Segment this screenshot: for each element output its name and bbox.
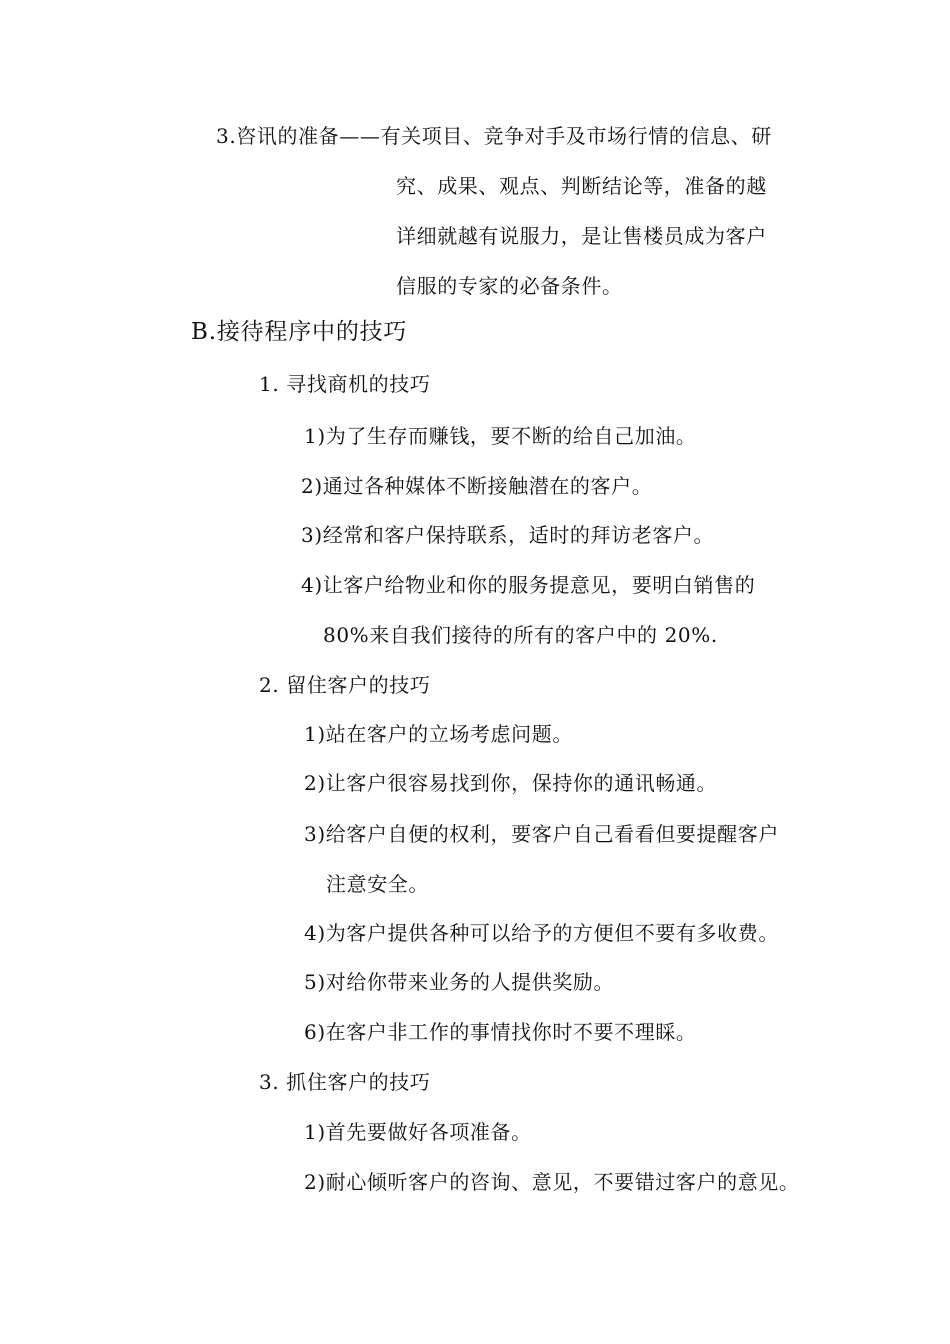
part2-item-1: 1)站在客户的立场考虑问题。 bbox=[304, 722, 573, 746]
item3-line-3: 详细就越有说服力，是让售楼员成为客户 bbox=[396, 224, 767, 248]
item3-line-2: 究、成果、观点、判断结论等，准备的越 bbox=[396, 174, 767, 198]
part3-item-2: 2)耐心倾听客户的咨询、意见，不要错过客户的意见。 bbox=[304, 1170, 800, 1194]
part2-item-3: 3)给客户自便的权利，要客户自己看看但要提醒客户 bbox=[304, 822, 779, 846]
part2-item-4: 4)为客户提供各种可以给予的方便但不要有多收费。 bbox=[304, 921, 779, 945]
item3-line-1: 3.咨讯的准备——有关项目、竞争对手及市场行情的信息、研 bbox=[216, 124, 772, 148]
part2-item-5: 5)对给你带来业务的人提供奖励。 bbox=[304, 970, 615, 994]
part1-item-1: 1)为了生存而赚钱，要不断的给自己加油。 bbox=[304, 424, 697, 448]
part1-heading: 1. 寻找商机的技巧 bbox=[259, 372, 431, 396]
part2-item-3-cont: 注意安全。 bbox=[326, 872, 429, 896]
section-b-heading: B.接待程序中的技巧 bbox=[191, 319, 408, 345]
item3-line-4: 信服的专家的必备条件。 bbox=[396, 274, 623, 298]
part1-item-3: 3)经常和客户保持联系，适时的拜访老客户。 bbox=[301, 523, 715, 547]
part2-heading: 2. 留住客户的技巧 bbox=[259, 673, 431, 697]
part1-item-2: 2)通过各种媒体不断接触潜在的客户。 bbox=[301, 474, 653, 498]
part3-heading: 3. 抓住客户的技巧 bbox=[259, 1070, 431, 1094]
part1-item-4-cont: 80%来自我们接待的所有的客户中的 20%. bbox=[323, 623, 718, 647]
part3-item-1: 1)首先要做好各项准备。 bbox=[304, 1120, 532, 1144]
part2-item-2: 2)让客户很容易找到你，保持你的通讯畅通。 bbox=[304, 771, 718, 795]
part2-item-6: 6)在客户非工作的事情找你时不要不理睬。 bbox=[304, 1020, 697, 1044]
part1-item-4: 4)让客户给物业和你的服务提意见，要明白销售的 bbox=[301, 573, 756, 597]
